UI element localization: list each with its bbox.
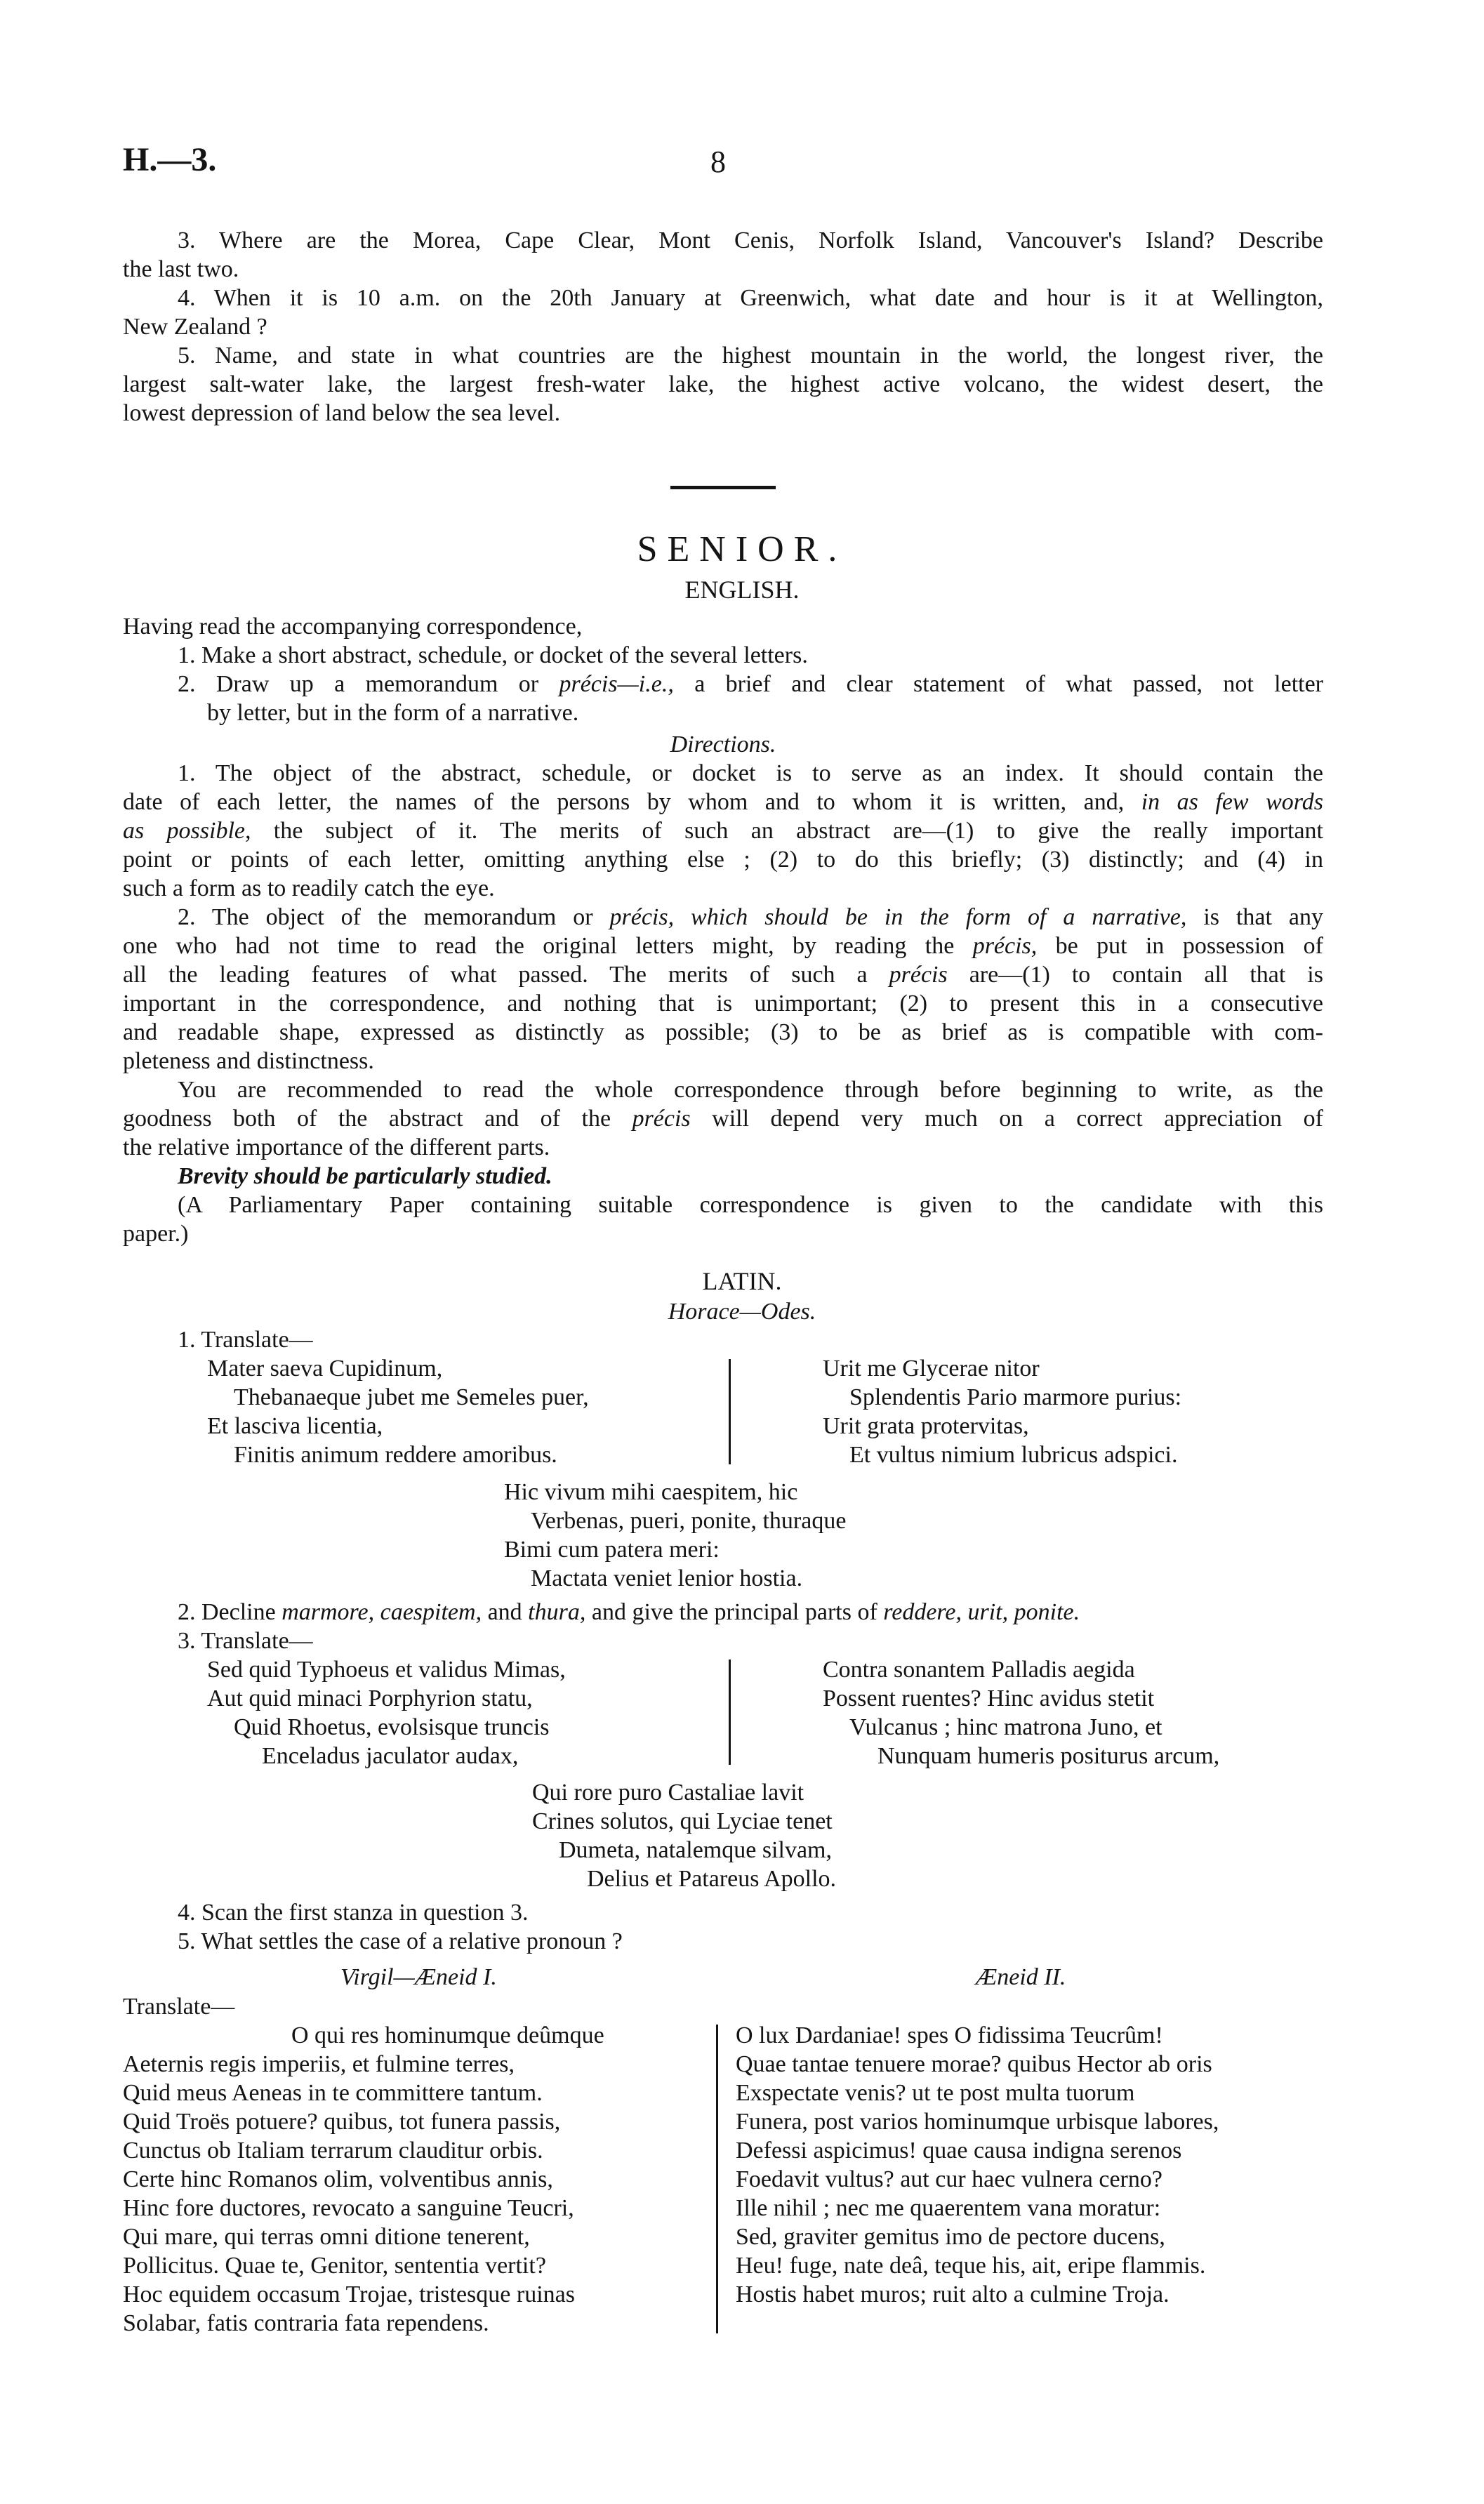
page-number: 8	[710, 145, 726, 179]
verse-line: Aut quid minaci Porphyrion statu,	[207, 1685, 533, 1711]
d1-text: date of each letter, the names of the persons by whom and to whom it is written, and,	[123, 789, 1141, 815]
verse-line: Crines solutos, qui Lyciae tenet	[532, 1808, 833, 1834]
verse-line: Thebanaeque jubet me Semeles puer,	[234, 1384, 589, 1410]
verse-line: Ille nihil ; nec me quaerentem vana moratur:	[736, 2195, 1161, 2221]
direction-2-line-4: important in the correspondence, and nothing that is unimportant; (2) to present this in a consecutive	[123, 991, 1323, 1016]
column-divider	[716, 2025, 718, 2333]
ode-2-center-stanza	[532, 1778, 836, 1893]
verse-line: Solabar, fatis contraria fata rependens.	[123, 2310, 489, 2336]
question-2	[178, 1598, 1080, 1627]
parliamentary-note-line-1: (A Parliamentary Paper containing suitable correspondence is given to the candidate with this	[178, 1192, 1323, 1218]
horace-subheading	[0, 1297, 1484, 1326]
english-task-1: 1. Make a short abstract, schedule, or docket of the several letters.	[178, 642, 808, 668]
verse-line: Heu! fuge, nate deâ, teque his, ait, eripe flammis.	[736, 2253, 1206, 2279]
verse-line: Pollicitus. Quae te, Genitor, sententia vertit?	[123, 2253, 546, 2279]
aeneid-1-passage	[123, 2021, 713, 2338]
ode-1-center-stanza	[504, 1478, 846, 1593]
direction-1-line-1: 1. The object of the abstract, schedule, or docket is to serve as an index. It should contain the	[178, 760, 1323, 786]
verse-line: Et lasciva licentia,	[207, 1413, 383, 1439]
verse-line: Sed, graviter gemitus imo de pectore ducens,	[736, 2224, 1165, 2250]
d2-text-2b: be put in possession of	[1037, 933, 1323, 959]
verse-line: Sed quid Typhoeus et validus Mimas,	[207, 1657, 566, 1683]
d2-emphasis-3: précis	[889, 962, 948, 988]
verse-line: Qui mare, qui terras omni ditione tenerent,	[123, 2224, 530, 2250]
task-2-precis-term: précis—i.e.,	[559, 671, 674, 697]
virgil-heading-left-text: Virgil—Æneid I.	[340, 1964, 497, 1990]
english-intro: Having read the accompanying correspondence,	[123, 614, 583, 640]
verse-line: Defessi aspicimus! quae causa indigna serenos	[736, 2138, 1182, 2164]
direction-1-line-5: such a form as to readily catch the eye.	[123, 875, 495, 901]
verse-line: Nunquam humeris positurus arcum,	[877, 1743, 1220, 1769]
rec-emphasis: précis	[632, 1106, 691, 1132]
verse-line: Aeternis regis imperiis, et fulmine terres,	[123, 2051, 515, 2077]
rec-text: goodness both of the abstract and of the	[123, 1106, 632, 1132]
verse-line: Certe hinc Romanos olim, volventibus annis,	[123, 2166, 553, 2192]
virgil-aeneid-1-heading	[340, 1963, 497, 1992]
directions-heading	[123, 730, 1323, 759]
q2-text-3: and give the principal parts of	[585, 1599, 884, 1625]
q2-text: 2. Decline	[178, 1599, 282, 1625]
question-5-line-3: lowest depression of land below the sea level.	[123, 400, 561, 426]
verse-line: Enceladus jaculator audax,	[262, 1743, 519, 1769]
recommendation-line-2	[123, 1104, 1323, 1133]
d1-text-2: the subject of it. The merits of such an abstract are—(1) to give the really important	[251, 818, 1323, 844]
verse-line: Finitis animum reddere amoribus.	[234, 1442, 557, 1468]
q2-text-2: and	[482, 1599, 529, 1625]
verse-line: Contra sonantem Palladis aegida	[823, 1657, 1135, 1683]
verse-line: Hic vivum mihi caespitem, hic	[504, 1479, 798, 1505]
direction-2-line-3	[123, 960, 1323, 989]
recommendation-line-1: You are recommended to read the whole correspondence through before beginning to write, as the	[178, 1077, 1323, 1103]
brevity-note	[123, 1162, 1323, 1191]
question-4-line-1: 4. When it is 10 a.m. on the 20th January at Greenwich, what date and hour is it at Wellington,	[178, 285, 1323, 311]
direction-2-line-6: pleteness and distinctness.	[123, 1048, 374, 1074]
junior-questions	[123, 226, 1323, 428]
verse-line: Urit me Glycerae nitor	[823, 1356, 1040, 1382]
column-divider	[729, 1660, 731, 1765]
direction-2-line-5: and readable shape, expressed as distinctly as possible; (3) to be as brief as is compatible with com-	[123, 1019, 1323, 1045]
d2-emphasis: précis, which should be in the form of a narrative,	[609, 904, 1187, 930]
ode-2-right-stanza	[823, 1655, 1219, 1770]
question-3-line-2: the last two.	[123, 256, 239, 282]
verse-line: Mactata veniet lenior hostia.	[531, 1565, 803, 1591]
verse-line: Foedavit vultus? aut cur haec vulnera cerno?	[736, 2166, 1162, 2192]
d1-emphasis-2: as possible,	[123, 818, 251, 844]
q2-words-2: thura,	[528, 1599, 586, 1625]
senior-heading: SENIOR.	[637, 529, 847, 569]
aeneid-2-heading	[976, 1963, 1066, 1992]
question-3-line-1: 3. Where are the Morea, Cape Clear, Mont Cenis, Norfolk Island, Vancouver's Island? Describe	[178, 227, 1323, 253]
task-2-text-cont: a brief and clear statement of what passed, not letter	[673, 671, 1324, 697]
q2-words-1: marmore, caespitem,	[281, 1599, 482, 1625]
d2-text: 2. The object of the memorandum or	[178, 904, 610, 930]
english-task-2-line-1	[123, 670, 1323, 698]
d1-emphasis: in as few words	[1141, 789, 1323, 815]
direction-1-line-4: point or points of each letter, omitting anything else ; (2) to do this briefly; (3) distinctly; and (4) in	[123, 847, 1323, 873]
rec-text-cont: will depend very much on a correct appreciation of	[690, 1106, 1324, 1132]
ode-1-right-stanza	[823, 1354, 1181, 1469]
question-5-line-2: largest salt-water lake, the largest fresh-water lake, the highest active volcano, the widest desert, the	[123, 371, 1323, 397]
question-5-line-1: 5. Name, and state in what countries are the highest mountain in the world, the longest river, the	[178, 343, 1323, 369]
verse-line: O qui res hominumque deûmque	[291, 2022, 604, 2048]
english-heading: ENGLISH.	[684, 576, 800, 604]
d2-text-2: one who had not time to read the original letters might, by reading the	[123, 933, 973, 959]
direction-2-line-2	[123, 932, 1323, 960]
question-5: 5. What settles the case of a relative pronoun ?	[178, 1928, 623, 1954]
latin-heading: LATIN.	[702, 1267, 782, 1295]
question-4-line-2: New Zealand ?	[123, 314, 267, 340]
verse-line: Hostis habet muros; ruit alto a culmine Troja.	[736, 2281, 1170, 2307]
horace-subheading-text: Horace—Odes.	[668, 1299, 816, 1325]
verse-line: Hoc equidem occasum Trojae, tristesque ruinas	[123, 2281, 575, 2307]
question-1-label: 1. Translate—	[178, 1327, 313, 1353]
direction-2-line-1	[123, 903, 1323, 932]
verse-line: Quae tantae tenuere morae? quibus Hector ab oris	[736, 2051, 1212, 2077]
verse-line: Verbenas, pueri, ponite, thuraque	[531, 1508, 847, 1534]
section-divider	[670, 486, 776, 489]
aeneid-2-passage	[736, 2021, 1332, 2309]
verse-line: Urit grata protervitas,	[823, 1413, 1029, 1439]
verse-line: Et vultus nimium lubricus adspici.	[849, 1442, 1178, 1468]
verse-line: Quid Rhoetus, evolsisque truncis	[234, 1714, 550, 1740]
virgil-heading-right-text: Æneid II.	[976, 1964, 1066, 1990]
recommendation-line-3: the relative importance of the different parts.	[123, 1134, 550, 1160]
verse-line: Delius et Patareus Apollo.	[587, 1866, 837, 1892]
verse-line: Funera, post varios hominumque urbisque labores,	[736, 2109, 1219, 2135]
d2-emphasis-2: précis,	[972, 933, 1038, 959]
direction-1-line-3	[123, 816, 1323, 845]
verse-line: Possent ruentes? Hinc avidus stetit	[823, 1685, 1155, 1711]
verse-line: Bimi cum patera meri:	[504, 1537, 720, 1563]
verse-line: Quid meus Aeneas in te committere tantum.	[123, 2080, 543, 2106]
verse-line: Splendentis Pario marmore purius:	[849, 1384, 1182, 1410]
verse-line: Cunctus ob Italiam terrarum clauditur orbis.	[123, 2138, 543, 2164]
d2-text-3b: are—(1) to contain all that is	[947, 962, 1323, 988]
d2-text-cont: is that any	[1186, 904, 1323, 930]
english-section	[123, 612, 1323, 1248]
parliamentary-note-line-2: paper.)	[123, 1221, 189, 1247]
verse-line: Qui rore puro Castaliae lavit	[532, 1780, 804, 1806]
verse-line: Exspectate venis? ut te post multa tuorum	[736, 2080, 1135, 2106]
ode-2-left-stanza	[207, 1655, 566, 1770]
verse-line: Vulcanus ; hinc matrona Juno, et	[849, 1714, 1162, 1740]
ode-1-left-stanza	[207, 1354, 589, 1469]
verse-line: Dumeta, natalemque silvam,	[559, 1837, 832, 1863]
question-4: 4. Scan the first stanza in question 3.	[178, 1900, 529, 1926]
task-2-text: 2. Draw up a memorandum or	[178, 671, 559, 697]
direction-1-line-2	[123, 788, 1323, 816]
question-3-label: 3. Translate—	[178, 1628, 313, 1654]
column-divider	[729, 1359, 731, 1464]
verse-line: O lux Dardaniae! spes O fidissima Teucrûm!	[736, 2022, 1163, 2048]
translate-label: Translate—	[123, 1994, 235, 2020]
q2-words-3: reddere, urit, ponite.	[883, 1599, 1080, 1625]
d2-text-3: all the leading features of what passed. The merits of such a	[123, 962, 889, 988]
directions-heading-text: Directions.	[670, 731, 776, 757]
verse-line: Hinc fore ductores, revocato a sanguine Teucri,	[123, 2195, 574, 2221]
verse-line: Mater saeva Cupidinum,	[207, 1356, 443, 1382]
verse-line: Quid Troës potuere? quibus, tot funera passis,	[123, 2109, 561, 2135]
english-task-2-line-2: by letter, but in the form of a narrative.	[207, 700, 579, 726]
brevity-text: Brevity should be particularly studied.	[178, 1163, 552, 1189]
doc-reference: H.—3.	[123, 141, 217, 178]
